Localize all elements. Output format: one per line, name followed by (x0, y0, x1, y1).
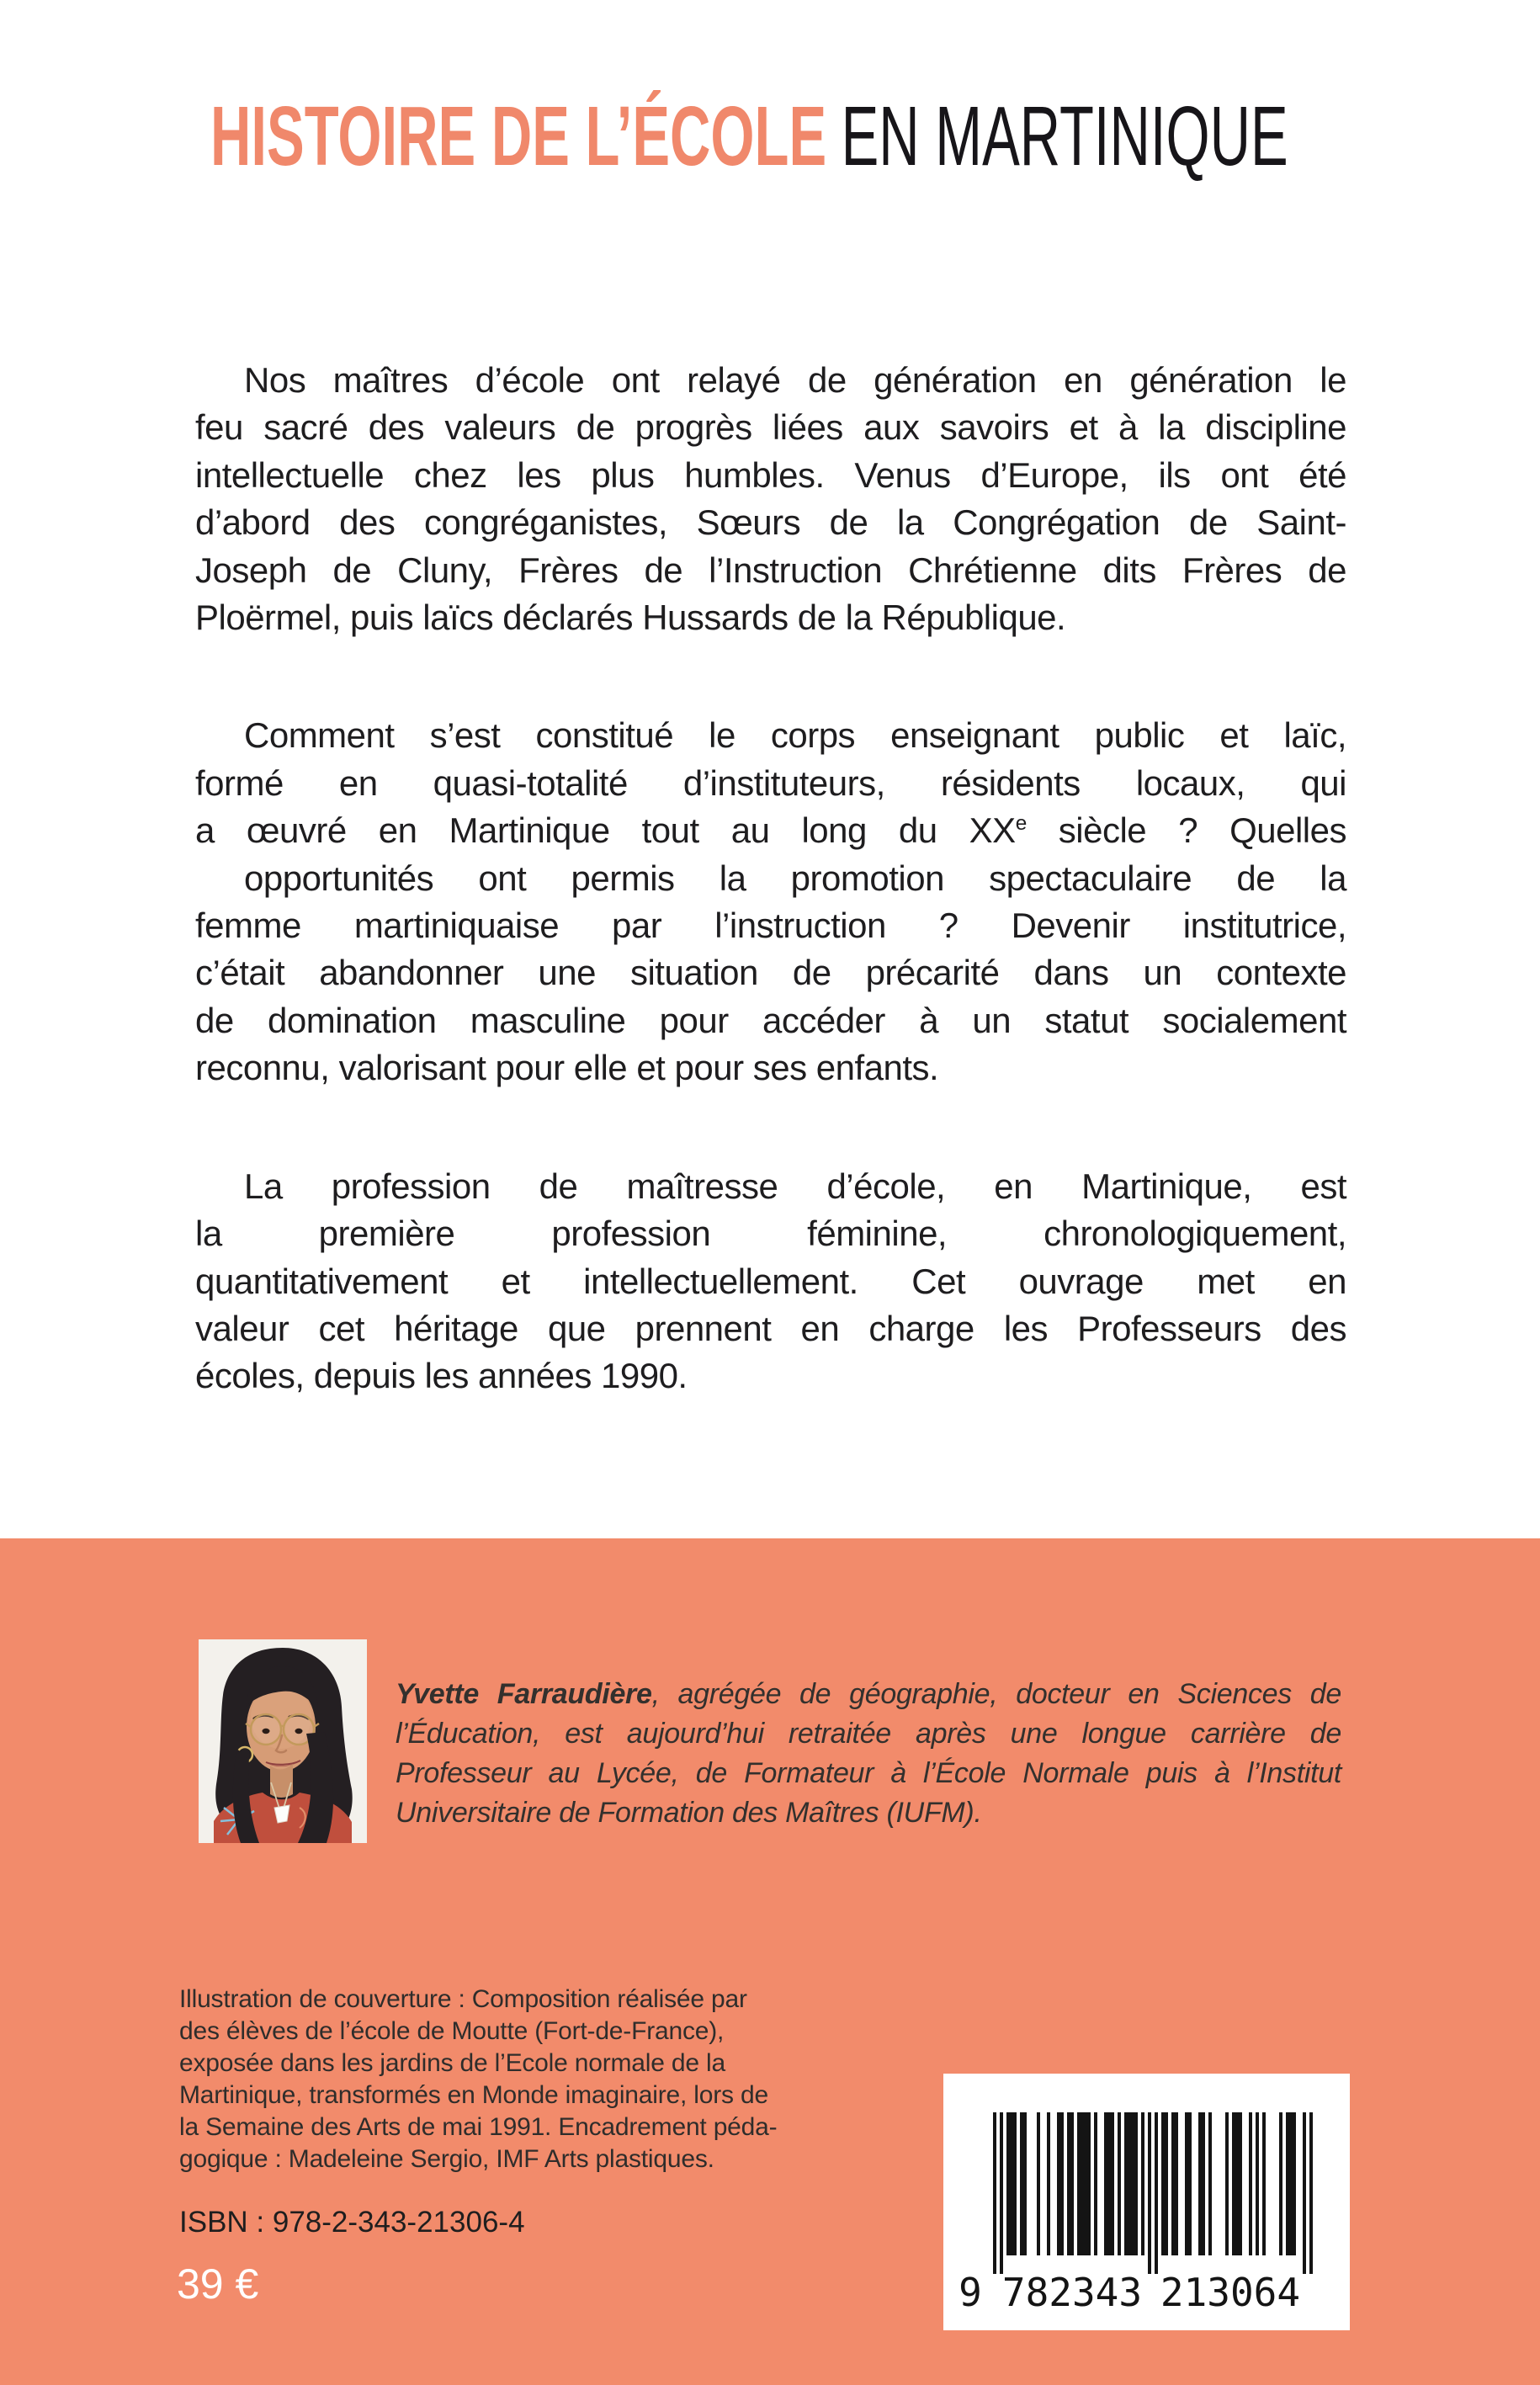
synopsis-line-superscript (195, 807, 1346, 854)
barcode-digits-group2: 213064 (1160, 2270, 1301, 2315)
synopsis-line: formé en quasi-totalité d’instituteurs, résidents locaux, qui (195, 762, 1346, 803)
synopsis-line: c’était abandonner une situation de précarité dans un contexte (195, 953, 1346, 993)
page-title (210, 89, 1288, 183)
synopsis-line: quantitativement et intellectuellement. Cet ouvrage met en (195, 1261, 1346, 1301)
credit-line: gogique : Madeleine Sergio, IMF Arts plastiques. (179, 2145, 714, 2173)
barcode-digit-prefix: 9 (959, 2270, 982, 2315)
text-after-superscript: siècle ? Quelles (1026, 810, 1346, 851)
barcode-digits-group1: 782343 (1001, 2270, 1143, 2315)
synopsis-line: Comment s’est constitué le corps enseignant public et laïc, (244, 715, 1346, 756)
superscript-e: e (1015, 812, 1027, 836)
synopsis-line: la première profession féminine, chronologiquement, (195, 1214, 1346, 1254)
credit-line: la Semaine des Arts de mai 1991. Encadrement péda- (179, 2113, 778, 2141)
barcode-card (943, 2074, 1350, 2330)
bio-line: Professeur au Lycée, de Formateur à l’École Normale puis à l’Institut (396, 1757, 1341, 1789)
photo-portrait (214, 1648, 353, 1843)
author-name: Yvette Farraudière (396, 1678, 652, 1710)
synopsis-paragraph-3 (195, 1163, 1346, 1400)
bio-line-1-rest: , agrégée de géographie, docteur en Sciences de (651, 1678, 1341, 1710)
ean13-barcode (943, 2074, 1350, 2330)
synopsis-paragraph-2 (195, 712, 1346, 1092)
synopsis-line: de domination masculine pour accéder à un statut socialement (195, 1000, 1346, 1040)
synopsis-line: écoles, depuis les années 1990. (195, 1356, 688, 1396)
book-title-accent: HISTOIRE DE L’ÉCOLE (210, 89, 827, 183)
synopsis-paragraph-1 (195, 357, 1346, 641)
synopsis-line: valeur cet héritage que prennent en charge les Professeurs des (195, 1308, 1346, 1348)
credit-line: des élèves de l’école de Moutte (Fort-de-France), (179, 2017, 725, 2045)
book-title-rest: EN MARTINIQUE (841, 89, 1288, 183)
synopsis-line: opportunités ont permis la promotion spectaculaire de la (244, 858, 1346, 898)
credit-line: Illustration de couverture : Composition réalisée par (179, 1985, 747, 2013)
synopsis-line: La profession de maîtresse d’école, en Martinique, est (244, 1166, 1346, 1206)
synopsis (195, 357, 1346, 1471)
cover-illustration-credit (179, 1984, 852, 2175)
synopsis-line: Joseph de Cluny, Frères de l’Instruction Chrétienne dits Frères de (195, 550, 1346, 590)
barcode-bars (993, 2112, 1313, 2274)
synopsis-paragraph-2-start (195, 712, 1346, 807)
credit-line: exposée dans les jardins de l’Ecole normale de la (179, 2049, 725, 2077)
bio-line: Universitaire de Formation des Maîtres (IUFM). (396, 1797, 982, 1829)
synopsis-line: femme martiniquaise par l’instruction ? Devenir institutrice, (195, 906, 1346, 946)
synopsis-line: Nos maîtres d’école ont relayé de génération en génération le (244, 360, 1346, 400)
synopsis-line: d’abord des congréganistes, Sœurs de la Congrégation de Saint- (195, 502, 1346, 543)
isbn: ISBN : 978-2-343-21306-4 (179, 2206, 525, 2239)
text-before-superscript: a œuvré en Martinique tout au long du XX (195, 810, 1016, 851)
author-photo (199, 1639, 367, 1843)
author-bio (396, 1675, 1341, 1833)
paragraph-spacer (195, 1092, 1346, 1163)
synopsis-line: Ploërmel, puis laïcs déclarés Hussards de la République. (195, 598, 1066, 638)
price: 39 € (177, 2260, 259, 2308)
synopsis-line: intellectuelle chez les plus humbles. Venus d’Europe, ils ont été (195, 454, 1346, 495)
synopsis-line: reconnu, valorisant pour elle et pour ses enfants. (195, 1048, 939, 1088)
synopsis-line: feu sacré des valeurs de progrès liées aux savoirs et à la discipline (195, 407, 1346, 448)
credit-line: Martinique, transformés en Monde imaginaire, lors de (179, 2081, 768, 2109)
bio-line (396, 1675, 1341, 1714)
bio-line: l’Éducation, est aujourd’hui retraitée après une longue carrière de (396, 1718, 1341, 1750)
synopsis-paragraph-2-end (195, 855, 1346, 1092)
